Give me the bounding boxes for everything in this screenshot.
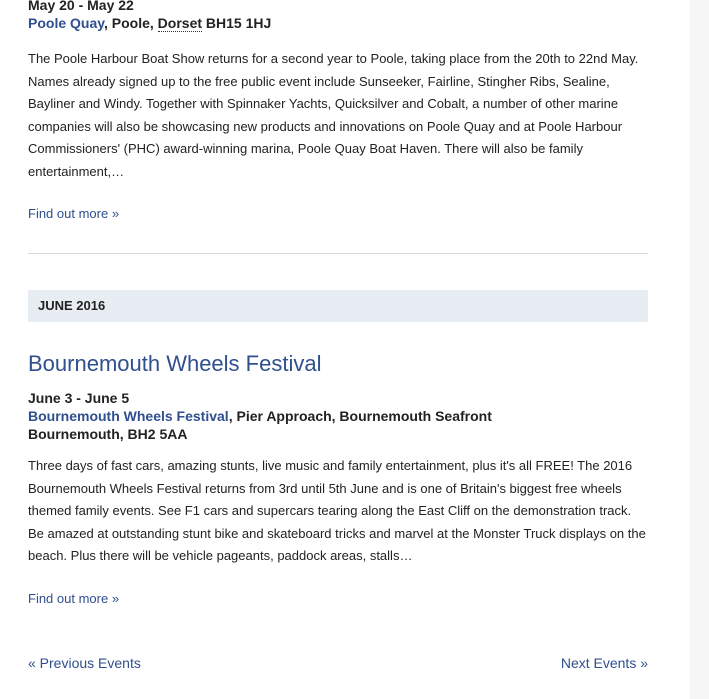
venue-link[interactable]: Poole Quay [28,15,104,31]
previous-events-link[interactable]: « Previous Events [28,655,141,671]
event-venue [28,407,648,425]
event-date: June 3 - June 5 [28,390,130,406]
event-description: The Poole Harbour Boat Show returns for a second year to Poole, taking place from the 20th to 22nd May. Names already signed up to the free public event include Sunseeker, Fairline, Stingher Ribs, Sealine, Bayliner and Windy. Together with Spinnaker Yachts, Quicksilver and Cobalt, a number of other marine companies will also be showcasing new products and innovations on Poole Quay and at Poole Harbour Commissioners' (PHC) award-winning marina, Poole Quay Boat Haven. There will also be family entertainment,… [28,51,639,179]
venue-address: , Pier Approach, Bournemouth Seafront [228,408,492,424]
event-venue-line2: Bournemouth, BH2 5AA [28,426,188,442]
find-out-more-link[interactable]: Find out more » [28,206,120,221]
event-title [28,350,321,378]
venue-postcode: BH15 1HJ [202,15,272,31]
venue-link[interactable]: Bournemouth Wheels Festival [28,408,229,424]
event-pagination [28,654,648,672]
month-header: JUNE 2016 [28,290,648,322]
next-events-link[interactable]: Next Events » [560,655,648,671]
event-venue [28,14,648,32]
right-gutter [690,0,709,699]
venue-town: , Poole, [103,15,158,31]
event-poole-harbour-boat-show [28,0,648,32]
event-date: May 20 - May 22 [28,0,134,13]
event-title-link[interactable]: Bournemouth Wheels Festival [28,351,322,376]
find-out-more-link[interactable]: Find out more » [28,591,120,606]
event-divider [28,253,648,254]
event-bournemouth-wheels-festival [28,389,648,443]
event-description: Three days of fast cars, amazing stunts, live music and family entertainment, plus it's all FREE! The 2016 Bournemouth Wheels Festival returns from 3rd until 5th June and is one of Britain's biggest free wheels themed family events. See F1 cars and supercars tearing along the East Cliff on the demonstration track. Be amazed at outstanding stunt bike and skateboard tricks and marvel at the Monster Truck displays on the beach. Plus there will be vehicle pageants, paddock areas, stalls… [28,458,646,563]
venue-county: Dorset [157,15,203,31]
